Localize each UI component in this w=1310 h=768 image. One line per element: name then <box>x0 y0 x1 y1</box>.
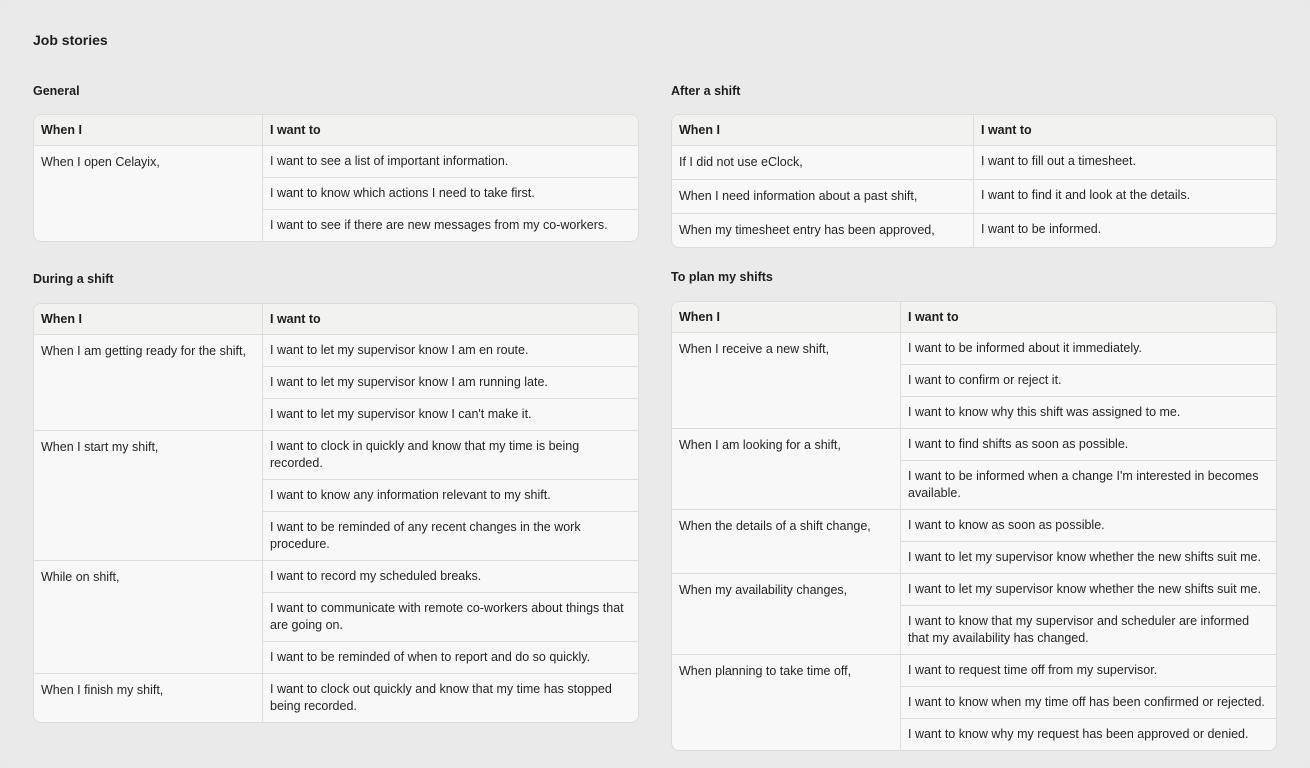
table-row-group <box>672 146 1276 180</box>
header-want: I want to <box>981 123 1032 137</box>
section-title: After a shift <box>671 84 741 98</box>
table-body <box>34 146 638 241</box>
when-cell: If I did not use eClock, <box>672 146 974 179</box>
header-want: I want to <box>908 310 959 324</box>
want-cell: I want to be informed about it immediately. <box>901 333 1276 365</box>
table-after-shift <box>671 114 1277 248</box>
want-cell: I want to see a list of important information. <box>263 146 638 178</box>
want-cell: I want to clock in quickly and know that my time is being recorded. <box>263 431 638 480</box>
want-cell: I want to request time off from my supervisor. <box>901 655 1276 687</box>
want-cell: I want to be reminded of when to report and do so quickly. <box>270 650 591 664</box>
table-row-group <box>672 574 1276 655</box>
table-row-group <box>34 335 638 431</box>
table-row-group <box>34 674 638 722</box>
when-cell: When I finish my shift, <box>34 674 263 722</box>
table-general <box>33 114 639 242</box>
table-header <box>672 115 1276 146</box>
want-cell: I want to find shifts as soon as possible. <box>901 429 1276 461</box>
header-when: When I <box>672 302 901 332</box>
want-cells <box>263 674 638 722</box>
want-cell: I want to find it and look at the details. <box>981 188 1191 202</box>
want-cell: I want to let my supervisor know I am running late. <box>263 367 638 399</box>
table-plan-shifts <box>671 301 1277 751</box>
want-cell: I want to clock out quickly and know that my time has stopped being recorded. <box>270 682 612 713</box>
want-cell: I want to be reminded of any recent changes in the work procedure. <box>270 520 581 551</box>
want-cells <box>901 333 1276 428</box>
want-cell: I want to know when my time off has been confirmed or rejected. <box>901 687 1276 719</box>
want-cell: I want to let my supervisor know I can't make it. <box>270 407 532 421</box>
header-want: I want to <box>270 123 321 137</box>
page-title: Job stories <box>33 32 108 48</box>
table-row-group <box>672 333 1276 429</box>
when-cell: When planning to take time off, <box>672 655 901 750</box>
want-cell: I want to confirm or reject it. <box>901 365 1276 397</box>
want-cells <box>974 146 1276 179</box>
when-cell: When I start my shift, <box>34 431 263 560</box>
when-cell: When the details of a shift change, <box>672 510 901 573</box>
when-cell: When I open Celayix, <box>34 146 263 241</box>
section-title: To plan my shifts <box>671 270 773 284</box>
table-body <box>672 146 1276 247</box>
header-want: I want to <box>270 312 321 326</box>
want-cell: I want to be informed when a change I'm interested in becomes available. <box>908 469 1259 500</box>
table-row-group <box>672 510 1276 574</box>
want-cell: I want to let my supervisor know whether the new shifts suit me. <box>908 550 1261 564</box>
want-cell: I want to know any information relevant to my shift. <box>263 480 638 512</box>
table-row-group <box>34 431 638 561</box>
want-cells <box>901 429 1276 509</box>
want-cell: I want to know that my supervisor and scheduler are informed that my availability has changed. <box>908 614 1250 645</box>
section-plan-shifts <box>671 269 1277 751</box>
want-cell: I want to know why this shift was assigned to me. <box>908 405 1181 419</box>
table-row-group <box>672 180 1276 214</box>
want-cell: I want to know which actions I need to take first. <box>263 178 638 210</box>
want-cells <box>901 574 1276 654</box>
table-row-group <box>34 146 638 241</box>
header-when: When I <box>672 115 974 145</box>
want-cells <box>901 510 1276 573</box>
want-cells <box>901 655 1276 750</box>
table-row-group <box>672 214 1276 247</box>
want-cell: I want to let my supervisor know I am en route. <box>263 335 638 367</box>
want-cell: I want to fill out a timesheet. <box>981 154 1136 168</box>
want-cell: I want to let my supervisor know whether the new shifts suit me. <box>901 574 1276 606</box>
want-cells <box>974 214 1276 247</box>
table-body <box>34 335 638 722</box>
want-cells <box>263 431 638 560</box>
table-row-group <box>34 561 638 674</box>
want-cell: I want to see if there are new messages from my co-workers. <box>270 218 608 232</box>
table-row-group <box>672 655 1276 750</box>
when-cell: While on shift, <box>34 561 263 673</box>
table-header <box>672 302 1276 333</box>
want-cell: I want to be informed. <box>981 222 1102 236</box>
table-header <box>34 304 638 335</box>
when-cell: When I am getting ready for the shift, <box>34 335 263 430</box>
want-cells <box>263 146 638 241</box>
want-cell: I want to record my scheduled breaks. <box>263 561 638 593</box>
want-cell: I want to communicate with remote co-workers about things that are going on. <box>263 593 638 642</box>
when-cell: When I receive a new shift, <box>672 333 901 428</box>
table-during-shift <box>33 303 639 723</box>
want-cells <box>263 335 638 430</box>
section-title: General <box>33 84 80 98</box>
section-during-shift <box>33 271 639 723</box>
header-when: When I <box>34 115 263 145</box>
when-cell: When my timesheet entry has been approved, <box>672 214 974 247</box>
want-cell: I want to know as soon as possible. <box>901 510 1276 542</box>
section-title: During a shift <box>33 272 114 286</box>
when-cell: When I am looking for a shift, <box>672 429 901 509</box>
want-cells <box>974 180 1276 213</box>
when-cell: When my availability changes, <box>672 574 901 654</box>
want-cells <box>263 561 638 673</box>
table-header <box>34 115 638 146</box>
header-when: When I <box>34 304 263 334</box>
table-body <box>672 333 1276 750</box>
table-row-group <box>672 429 1276 510</box>
when-cell: When I need information about a past shift, <box>672 180 974 213</box>
section-general <box>33 83 639 242</box>
want-cell: I want to know why my request has been approved or denied. <box>908 727 1249 741</box>
section-after-shift <box>671 83 1277 248</box>
